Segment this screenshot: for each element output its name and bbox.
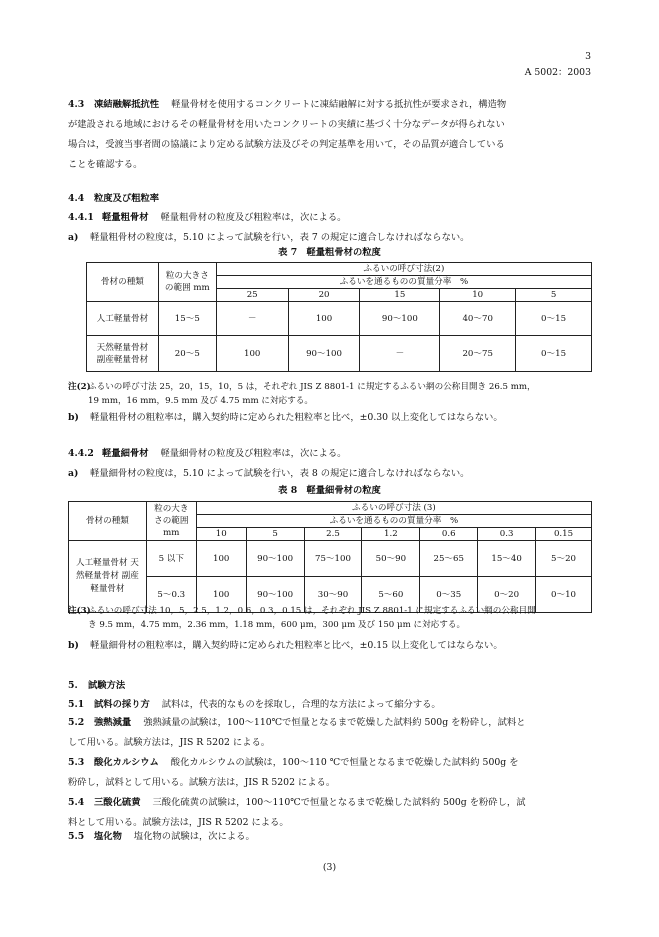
item-b-fine [68, 639, 503, 652]
paragraph-line: 強熱減量の試験は，100～110℃で恒量となるまで乾燥した試料約 500g を粉砕し，試料と [143, 717, 526, 728]
cell-value: 15～40 [478, 541, 536, 577]
cell-value: 5～20 [536, 541, 592, 577]
cell-value: 90～100 [360, 302, 440, 336]
cell-value: 30～90 [304, 577, 362, 613]
cell-value: 90～100 [288, 336, 360, 372]
item-a-fine [68, 467, 469, 480]
paragraph-line: 三酸化硫黄の試験は，100～110℃で恒量となるまで乾燥した試料約 500g を粉砕し，試 [152, 797, 526, 808]
paragraph-line: 料として用いる。試験方法は，JIS R 5202 による。 [68, 817, 289, 828]
sieve-size: 0.15 [536, 528, 592, 541]
cell-value: 90～100 [246, 577, 304, 613]
row-range: 15～5 [158, 302, 216, 336]
section-4-4 [68, 192, 159, 205]
standard-code: A 5002：2003 [524, 67, 591, 78]
section-title: 試料の採り方 [94, 699, 150, 710]
note-label: 注(2) [68, 382, 91, 392]
cell-value: 5～60 [362, 577, 420, 613]
section-5-4 [68, 793, 592, 833]
cell-value: 50～90 [362, 541, 420, 577]
item-label: a) [68, 232, 79, 243]
cell-value: 100 [196, 541, 246, 577]
item-text: 軽量細骨材の粗粒率は，購入契約時に定められた粗粒率と比べ，±0.15 以上変化してはならない。 [90, 640, 503, 651]
cell-value: － [216, 302, 288, 336]
cell-value: 90～100 [246, 541, 304, 577]
col-header-kind: 骨材の種類 [87, 263, 159, 302]
sieve-size: 1.2 [362, 528, 420, 541]
cell-value: 100 [216, 336, 288, 372]
note-line: ふるいの呼び寸法 10，5，2.5，1.2，0.6，0.3，0.15 は，それぞれ JIS Z 8801-1 に規定するふるい網の公称目開 [88, 606, 536, 616]
section-number: 4.3 [68, 99, 85, 110]
paragraph-line: 軽量骨材を使用するコンクリートに凍結融解に対する抵抗性が要求され，構造物 [171, 99, 507, 110]
section-5 [68, 679, 125, 692]
note-line: き 9.5 mm，4.75 mm，2.36 mm，1.18 mm，600 μm，300 μm 及び 150 μm に対応する。 [88, 620, 466, 630]
section-text: 軽量細骨材の粒度及び粗粒率は，次による。 [160, 448, 347, 459]
section-title: 粒度及び粗粒率 [94, 193, 160, 204]
page-number: 3 [585, 51, 591, 62]
paragraph-line: 場合は，受渡当事者間の協議により定める試験方法及びその判定基準を用いて，その品質が適合している [68, 139, 505, 150]
row-kind: 天然軽量骨材 副産軽量骨材 [87, 336, 159, 372]
section-5-1 [68, 698, 441, 711]
paragraph-line: して用いる。試験方法は，JIS R 5202 による。 [68, 737, 271, 748]
section-number: 5.5 [68, 831, 85, 842]
cell-value: 20～75 [440, 336, 516, 372]
cell-value: 75～100 [304, 541, 362, 577]
section-number: 5.2 [68, 717, 85, 728]
note-label: 注(3) [68, 606, 91, 616]
footer-page: (3) [322, 862, 337, 873]
paragraph-line: が建設される地域におけるその軽量骨材を用いたコンクリートの実績に基づく十分なデータが得られない [68, 119, 505, 130]
table-7-note [68, 380, 536, 408]
section-title: 塩化物 [94, 831, 122, 842]
sieve-size: 5 [246, 528, 304, 541]
table-row [69, 541, 592, 577]
section-title: 酸化カルシウム [94, 757, 159, 768]
section-number: 5.1 [68, 699, 85, 710]
cell-value: － [360, 336, 440, 372]
section-title: 試験方法 [88, 680, 126, 691]
section-5-3 [68, 753, 592, 793]
section-number: 5. [68, 680, 78, 691]
row-range: 5～0.3 [146, 577, 196, 613]
row-kind: 人工軽量骨材 [87, 302, 159, 336]
table-8-note [68, 604, 536, 632]
cell-value: 0～10 [536, 577, 592, 613]
section-title: 軽量粗骨材 [102, 212, 149, 223]
cell-value: 40～70 [440, 302, 516, 336]
item-label: b) [68, 640, 79, 651]
sieve-size: 25 [216, 289, 288, 302]
section-number: 5.4 [68, 797, 85, 808]
paragraph-line: 酸化カルシウムの試験は，100～110 ℃で恒量となるまで乾燥した試料約 500g を [170, 757, 519, 768]
col-header-sieve: ふるいの呼び寸法(2) [216, 263, 591, 276]
section-number: 4.4.1 [68, 212, 94, 223]
cell-value: 0～15 [516, 302, 592, 336]
section-4-4-2 [68, 447, 346, 460]
section-5-2 [68, 713, 592, 753]
section-title: 軽量細骨材 [102, 448, 149, 459]
sieve-size: 0.3 [478, 528, 536, 541]
table-row [87, 302, 592, 336]
cell-value: 25～65 [420, 541, 478, 577]
table-7 [86, 262, 592, 372]
section-text: 塩化物の試験は，次による。 [133, 831, 255, 842]
row-range: 20～5 [158, 336, 216, 372]
col-header-kind: 骨材の種類 [69, 502, 147, 541]
sieve-size: 2.5 [304, 528, 362, 541]
cell-value: 0～20 [478, 577, 536, 613]
cell-value: 100 [196, 577, 246, 613]
item-text: 軽量細骨材の粒度は，5.10 によって試験を行い，表 8 の規定に適合しなければならない。 [90, 468, 470, 479]
section-5-5 [68, 830, 255, 843]
section-number: 4.4.2 [68, 448, 94, 459]
item-label: a) [68, 468, 79, 479]
cell-value: 100 [288, 302, 360, 336]
cell-value: 0～15 [516, 336, 592, 372]
paragraph-line: ことを確認する。 [68, 159, 143, 170]
sieve-size: 5 [516, 289, 592, 302]
table-8-caption: 表 8 軽量細骨材の粒度 [278, 485, 381, 496]
item-a-coarse [68, 231, 469, 244]
section-title: 三酸化硫黄 [94, 797, 141, 808]
table-8 [68, 501, 592, 613]
row-kind: 人工軽量骨材 天然軽量骨材 副産軽量骨材 [69, 541, 147, 613]
section-title: 凍結融解抵抗性 [94, 99, 160, 110]
section-text: 試料は，代表的なものを採取し，合理的な方法によって縮分する。 [161, 699, 441, 710]
section-title: 強熱減量 [94, 717, 132, 728]
col-header-passing: ふるいを通るものの質量分率 % [216, 276, 591, 289]
col-header-range: 粒の大きさの範囲 mm [146, 502, 196, 541]
row-range: 5 以下 [146, 541, 196, 577]
item-b-coarse [68, 411, 503, 424]
note-line: ふるいの呼び寸法 25，20，15，10，5 は，それぞれ JIS Z 8801-1 に規定するふるい網の公称目開き 26.5 mm， [88, 382, 536, 392]
table-7-caption: 表 7 軽量粗骨材の粒度 [278, 247, 381, 258]
section-text: 軽量粗骨材の粒度及び粗粒率は，次による。 [160, 212, 347, 223]
table-row [87, 336, 592, 372]
section-number: 4.4 [68, 193, 85, 204]
sieve-size: 20 [288, 289, 360, 302]
note-line: 19 mm，16 mm，9.5 mm 及び 4.75 mm に対応する。 [88, 396, 313, 406]
item-text: 軽量粗骨材の粒度は，5.10 によって試験を行い，表 7 の規定に適合しなければならない。 [90, 232, 470, 243]
cell-value: 0～35 [420, 577, 478, 613]
item-label: b) [68, 412, 79, 423]
col-header-passing: ふるいを通るものの質量分率 % [196, 515, 591, 528]
col-header-range: 粒の大きさの範囲 mm [158, 263, 216, 302]
section-number: 5.3 [68, 757, 85, 768]
sieve-size: 15 [360, 289, 440, 302]
section-4-4-1 [68, 211, 346, 224]
col-header-sieve: ふるいの呼び寸法 (3) [196, 502, 591, 515]
item-text: 軽量粗骨材の粗粒率は，購入契約時に定められた粗粒率と比べ，±0.30 以上変化してはならない。 [90, 412, 503, 423]
section-4-3 [68, 95, 592, 175]
sieve-size: 0.6 [420, 528, 478, 541]
sieve-size: 10 [440, 289, 516, 302]
sieve-size: 10 [196, 528, 246, 541]
paragraph-line: 粉砕し，試料として用いる。試験方法は，JIS R 5202 による。 [68, 777, 336, 788]
